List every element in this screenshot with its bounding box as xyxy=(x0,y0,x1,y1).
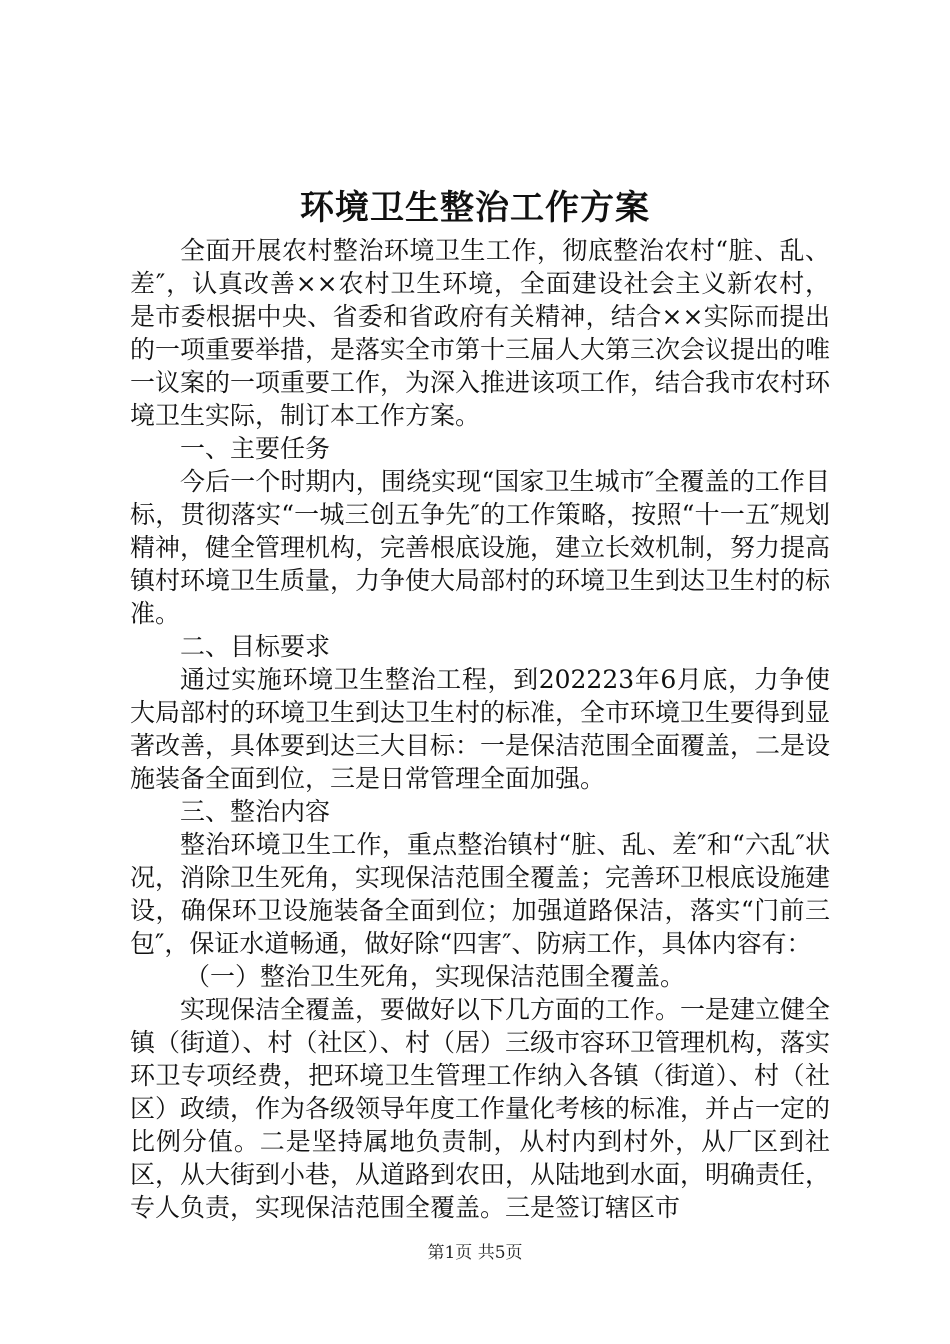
content-paragraph: 整治环境卫生工作，重点整治镇村“脏、乱、差″和“六乱″状况，消除卫生死角，实现保洁范围全覆盖；完善环卫根底设施建设，确保环卫设施装备全面到位；加强道路保洁，落实“门前三包″，保证水道畅通，做好除“四害″、防病工作，具体内容有： xyxy=(130,830,831,958)
section-heading-main-tasks: 一、主要任务 xyxy=(180,434,331,463)
subsection-heading-1: （一）整治卫生死角，实现保洁范围全覆盖。 xyxy=(185,962,686,991)
document-title: 环境卫生整治工作方案 xyxy=(300,188,650,228)
document-body xyxy=(130,234,830,1224)
section-heading-goals: 二、目标要求 xyxy=(180,632,331,661)
subsection-1-paragraph: 实现保洁全覆盖，要做好以下几方面的工作。一是建立健全镇（街道）、村（社区）、村（居）三级市容环卫管理机构，落实环卫专项经费，把环境卫生管理工作纳入各镇（街道）、村（社区）政绩，作为各级领导年度工作量化考核的标准，并占一定的比例分值。二是坚持属地负责制，从村内到村外，从厂区到社区，从大街到小巷，从道路到农田，从陆地到水面，明确责任，专人负责，实现保洁范围全覆盖。三是签订辖区市 xyxy=(130,995,831,1222)
intro-paragraph: 全面开展农村整治环境卫生工作，彻底整治农村“脏、乱、差″，认真改善××农村卫生环境，全面建设社会主义新农村，是市委根据中央、省委和省政府有关精神，结合××实际而提出的一项重要举措，是落实全市第十三届人大第三次会议提出的唯一议案的一项重要工作，为深入推进该项工作，结合我市农村环境卫生实际，制订本工作方案。 xyxy=(130,236,831,430)
section-heading-content: 三、整治内容 xyxy=(180,797,331,826)
goals-paragraph: 通过实施环境卫生整治工程，到202223年6月底，力争使大局部村的环境卫生到达卫生村的标准，全市环境卫生要得到显著改善，具体要到达三大目标：一是保洁范围全面覆盖，二是设施装备全面到位，三是日常管理全面加强。 xyxy=(130,665,831,793)
main-tasks-paragraph: 今后一个时期内，围绕实现“国家卫生城市″全覆盖的工作目标，贯彻落实“一城三创五争先″的工作策略，按照“十一五″规划精神，健全管理机构，完善根底设施，建立长效机制，努力提高镇村环境卫生质量，力争使大局部村的环境卫生到达卫生村的标准。 xyxy=(130,467,831,628)
page-number-footer: 第1页 共5页 xyxy=(427,1243,523,1263)
